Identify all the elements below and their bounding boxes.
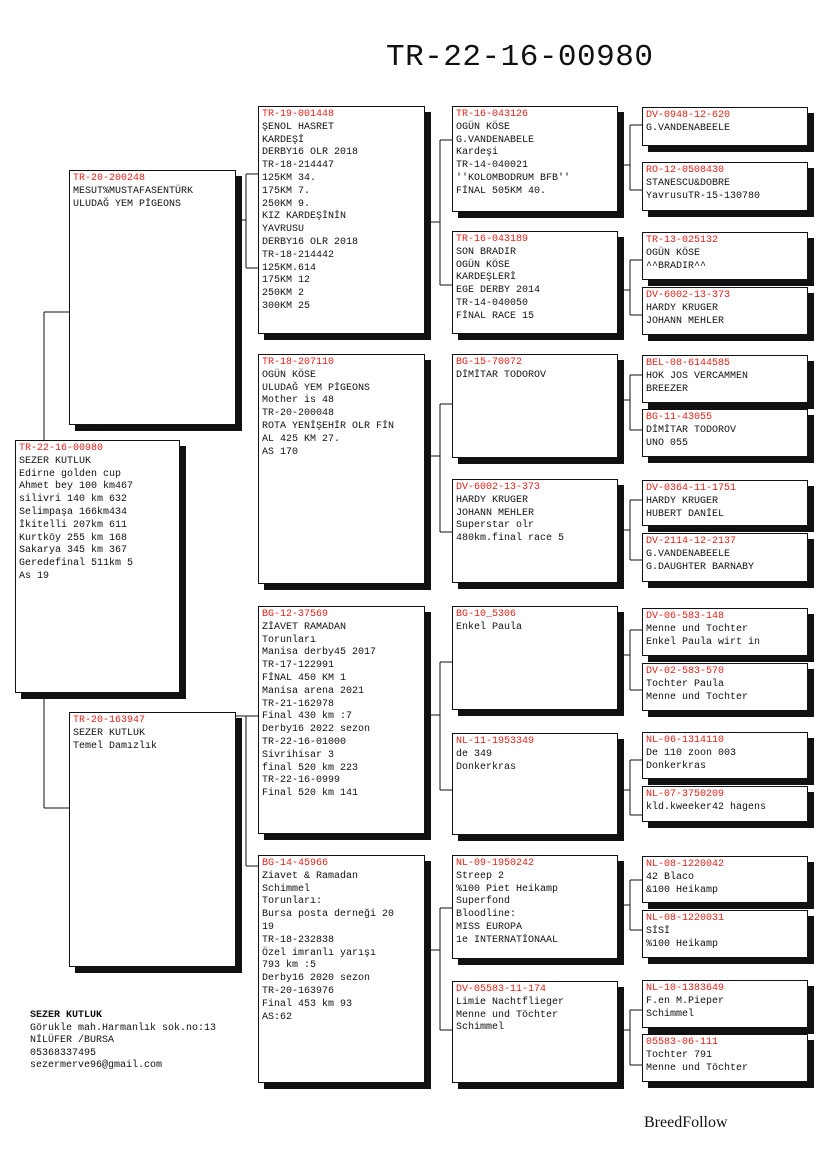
pigeon-card-granddam-dam[interactable]: [258, 855, 425, 1083]
ring-number: DV-02-583-570: [646, 666, 725, 677]
pigeon-card-gen5-4[interactable]: [642, 287, 808, 335]
pigeon-card-gen5-2[interactable]: [642, 162, 808, 211]
info-line: Final 520 km 141: [262, 788, 359, 800]
pigeon-card-gen4-8[interactable]: [452, 981, 618, 1083]
info-line: Ahmet bey 100 km467: [19, 481, 134, 493]
info-line: 125KM 34.: [262, 172, 317, 184]
ring-number: 05583-06-111: [646, 1037, 719, 1048]
info-line: kld.kweeker42 hagens: [646, 801, 767, 813]
info-line: Torunları: [262, 634, 317, 646]
info-line: %100 Heikamp: [646, 938, 719, 950]
info-line: Geredefinal 511km 5: [19, 558, 134, 570]
info-line: Streep 2: [456, 870, 505, 882]
pigeon-card-gen5-11[interactable]: [642, 732, 808, 779]
info-line: MESUT%MUSTAFASENTÜRK: [73, 185, 194, 197]
pigeon-card-gen4-4[interactable]: [452, 479, 618, 583]
info-line: ZİAVET RAMADAN: [262, 621, 347, 633]
info-line: &100 Heikamp: [646, 884, 719, 896]
owner-contact: [30, 1010, 216, 1073]
pigeon-card-sire[interactable]: [69, 170, 236, 425]
ring-number: DV-6002-13-373: [646, 290, 731, 301]
owner-email: sezermerve96@gmail.com: [30, 1060, 163, 1071]
ring-number: DV-06-583-148: [646, 611, 725, 622]
pigeon-card-gen4-6[interactable]: [452, 733, 618, 835]
ring-number: TR-16-043189: [456, 234, 529, 245]
info-line: G.VANDENABEELE: [646, 548, 731, 560]
info-line: ROTA YENİŞEHİR OLR FİN: [262, 420, 395, 432]
info-line: Edirne golden cup: [19, 468, 122, 480]
info-line: İkitelli 207km 611: [19, 519, 128, 531]
info-line: TR-21-162978: [262, 698, 335, 710]
owner-city: NİLÜFER /BURSA: [30, 1035, 115, 1046]
info-line: Final 430 km :7: [262, 711, 353, 723]
info-line: Manisa derby45 2017: [262, 647, 377, 659]
info-line: 1e INTERNATİONAAL: [456, 934, 559, 946]
pigeon-card-gen5-6[interactable]: [642, 409, 808, 457]
info-line: DERBY16 OLR 2018: [262, 236, 359, 248]
ring-number: DV-05583-11-174: [456, 984, 547, 995]
info-line: ULUDAĞ YEM PİGEONS: [73, 198, 182, 210]
info-line: DİMİTAR TODOROV: [646, 424, 737, 436]
ring-number: NL-11-1953349: [456, 736, 535, 747]
info-line: FİNAL 505KM 40.: [456, 185, 547, 197]
pigeon-card-gen4-2[interactable]: [452, 231, 618, 334]
info-line: HARDY KRUGER: [456, 494, 529, 506]
pigeon-card-gen5-8[interactable]: [642, 533, 808, 582]
info-line: HARDY KRUGER: [646, 302, 719, 314]
pigeon-card-gen5-3[interactable]: [642, 232, 808, 280]
pigeon-card-gen5-10[interactable]: [642, 663, 808, 711]
info-line: ''KOLOMBODRUM BFB'': [456, 172, 571, 184]
info-line: Donkerkras: [646, 760, 707, 772]
ring-number: BG-11-43055: [646, 412, 713, 423]
info-line: G.DAUGHTER BARNABY: [646, 561, 755, 573]
info-line: Schimmel: [646, 1008, 695, 1020]
info-line: DERBY16 OLR 2018: [262, 147, 359, 159]
ring-number: RO-12-0508430: [646, 165, 725, 176]
info-line: 793 km :5: [262, 960, 317, 972]
info-line: JOHANN MEHLER: [646, 315, 725, 327]
brand-logo-text: BreedFollow: [644, 1114, 728, 1131]
info-line: Menne und Töchter: [646, 1062, 749, 1074]
info-line: AL 425 KM 27.: [262, 433, 341, 445]
ring-number: BG-15-70072: [456, 357, 523, 368]
info-line: Menne und Tochter: [646, 691, 749, 703]
info-line: Temel Damızlık: [73, 740, 158, 752]
info-line: Schimmel: [456, 1022, 505, 1034]
info-line: Donkerkras: [456, 761, 517, 773]
ring-number: BEL-08-6144585: [646, 358, 731, 369]
info-line: Superstar olr: [456, 520, 535, 532]
info-line: %100 Piet Heikamp: [456, 883, 559, 895]
info-line: TR-18-214442: [262, 249, 335, 261]
info-line: G.VANDENABELE: [456, 134, 535, 146]
info-line: BREEZER: [646, 383, 689, 395]
ring-number: NL-09-1950242: [456, 858, 535, 869]
info-line: Tochter Paula: [646, 678, 725, 690]
pigeon-card-gen4-5[interactable]: [452, 606, 618, 710]
info-line: HOK JOS VERCAMMEN: [646, 370, 749, 382]
info-line: Tochter 791: [646, 1049, 713, 1061]
info-line: JOHANN MEHLER: [456, 507, 535, 519]
pigeon-card-gen5-13[interactable]: [642, 856, 808, 903]
ring-number: TR-20-200248: [73, 173, 146, 184]
info-line: Enkel Paula wirt in: [646, 636, 761, 648]
info-line: KIZ KARDEŞİNİN: [262, 211, 347, 223]
info-line: SİSİ: [646, 925, 671, 937]
info-line: TR-17-122991: [262, 660, 335, 672]
info-line: ^^BRADIR^^: [646, 260, 707, 272]
info-line: Kurtköy 255 km 168: [19, 532, 128, 544]
ring-number: DV-2114-12-2137: [646, 536, 737, 547]
info-line: TR-22-16-0999: [262, 775, 341, 787]
info-line: Özel imranlı yarışı: [262, 947, 377, 959]
info-line: Derby16 2020 sezon: [262, 973, 371, 985]
info-line: SEZER KUTLUK: [19, 455, 92, 467]
info-line: FİNAL 450 KM 1: [262, 672, 347, 684]
ring-number: BG-14-45966: [262, 858, 329, 869]
ring-number: DV-0364-11-1751: [646, 483, 737, 494]
ring-number: DV-6002-13-373: [456, 482, 541, 493]
info-line: De 110 zoon 003: [646, 747, 737, 759]
info-line: TR-18-232838: [262, 934, 335, 946]
info-line: Limie Nachtflieger: [456, 996, 565, 1008]
pigeon-card-gen5-12[interactable]: [642, 786, 808, 822]
info-line: 175KM 7.: [262, 185, 311, 197]
info-line: OGÜN KÖSE: [262, 369, 317, 381]
pigeon-card-gen5-7[interactable]: [642, 480, 808, 526]
info-line: Ziavet & Ramadan: [262, 870, 359, 882]
ring-number: DV-0948-12-620: [646, 110, 731, 121]
info-line: 42 Blaco: [646, 871, 695, 883]
pigeon-card-gen5-14[interactable]: [642, 910, 808, 958]
info-line: 125KM.614: [262, 262, 317, 274]
info-line: Sakarya 345 km 367: [19, 545, 128, 557]
pigeon-card-gen5-1[interactable]: [642, 107, 808, 146]
info-line: Sivrihisar 3: [262, 749, 335, 761]
info-line: MISS EUROPA: [456, 921, 523, 933]
info-line: TR-22-16-01000: [262, 736, 347, 748]
owner-phone: 05368337495: [30, 1047, 97, 1059]
pedigree-title: TR-22-16-00980: [386, 40, 654, 75]
info-line: ULUDAĞ YEM PİGEONS: [262, 382, 371, 394]
info-line: 250KM 9.: [262, 198, 311, 210]
info-line: HARDY KRUGER: [646, 495, 719, 507]
info-line: KARDEŞLERİ: [456, 272, 517, 284]
info-line: Mother is 48: [262, 395, 335, 407]
pigeon-card-granddam-sire[interactable]: [258, 354, 425, 584]
ring-number: TR-18-207110: [262, 357, 335, 368]
info-line: Manisa arena 2021: [262, 685, 365, 697]
info-line: HUBERT DANİEL: [646, 508, 725, 520]
info-line: final 520 km 223: [262, 762, 359, 774]
info-line: TR-14-040021: [456, 160, 529, 172]
info-line: Final 453 km 93: [262, 998, 353, 1010]
info-line: TR-20-163976: [262, 985, 335, 997]
info-line: Bloodline:: [456, 909, 517, 921]
info-line: AS 170: [262, 446, 299, 458]
pigeon-card-gen5-15[interactable]: [642, 980, 808, 1028]
ring-number: NL-07-3750209: [646, 789, 725, 800]
info-line: Superfond: [456, 896, 511, 908]
ring-number: NL-08-1220031: [646, 913, 725, 924]
info-line: OGÜN KÖSE: [646, 247, 701, 259]
info-line: de 349: [456, 748, 493, 760]
info-line: TR-18-214447: [262, 160, 335, 172]
pigeon-card-gen5-9[interactable]: [642, 608, 808, 656]
info-line: F.en M.Pieper: [646, 995, 725, 1007]
info-line: 175KM 12: [262, 275, 311, 287]
ring-number: NL-08-1220042: [646, 859, 725, 870]
pigeon-card-gen4-1[interactable]: [452, 106, 618, 212]
info-line: DİMİTAR TODOROV: [456, 369, 547, 381]
info-line: SON BRADIR: [456, 246, 517, 258]
info-line: YAVRUSU: [262, 224, 305, 236]
ring-number: TR-20-163947: [73, 715, 146, 726]
ring-number: TR-19-001448: [262, 109, 335, 120]
info-line: silivri 140 km 632: [19, 494, 128, 506]
info-line: OGÜN KÖSE: [456, 259, 511, 271]
info-line: 250KM 2: [262, 288, 305, 300]
info-line: FİNAL RACE 15: [456, 310, 535, 322]
info-line: TR-20-200048: [262, 408, 335, 420]
info-line: Menne und Töchter: [456, 1009, 559, 1021]
info-line: Enkel Paula: [456, 621, 523, 633]
info-line: TR-14-040050: [456, 297, 529, 309]
ring-number: TR-22-16-00980: [19, 443, 104, 454]
info-line: EGE DERBY 2014: [456, 285, 541, 297]
info-line: YavrusuTR-15-130780: [646, 190, 761, 202]
info-line: ŞENOL HASRET: [262, 121, 335, 133]
info-line: Selimpaşa 166km434: [19, 506, 128, 518]
ring-number: TR-13-025132: [646, 235, 719, 246]
owner-address: Görukle mah.Harmanlık sok.no:13: [30, 1022, 217, 1034]
info-line: AS:62: [262, 1011, 293, 1023]
ring-number: BG-10_5306: [456, 609, 517, 620]
info-line: 480km.final race 5: [456, 533, 565, 545]
pigeon-card-dam[interactable]: [69, 712, 236, 967]
pigeon-card-gen4-3[interactable]: [452, 354, 618, 458]
pigeon-card-grandsire-dam[interactable]: [258, 606, 425, 834]
info-line: STANESCU&DOBRE: [646, 177, 731, 189]
info-line: SEZER KUTLUK: [73, 727, 146, 739]
pigeon-card-gen5-16[interactable]: [642, 1034, 808, 1082]
pigeon-card-gen5-5[interactable]: [642, 355, 808, 403]
pigeon-card-gen4-7[interactable]: [452, 855, 618, 959]
info-line: Bursa posta derneği 20: [262, 909, 395, 921]
info-line: UNO 055: [646, 437, 689, 449]
info-line: Kardeşi: [456, 147, 499, 159]
info-line: As 19: [19, 570, 50, 582]
info-line: 300KM 25: [262, 300, 311, 312]
ring-number: NL-10-1383649: [646, 983, 725, 994]
info-line: Menne und Tochter: [646, 623, 749, 635]
info-line: OGÜN KÖSE: [456, 121, 511, 133]
owner-name: SEZER KUTLUK: [30, 1010, 103, 1021]
info-line: 19: [262, 921, 275, 933]
info-line: Torunları:: [262, 896, 323, 908]
ring-number: TR-16-043126: [456, 109, 529, 120]
pigeon-card-grandsire-sire[interactable]: [258, 106, 425, 334]
info-line: G.VANDENABEELE: [646, 122, 731, 134]
ring-number: BG-12-37569: [262, 609, 329, 620]
pigeon-card-subject[interactable]: [15, 440, 180, 693]
info-line: KARDEŞİ: [262, 134, 305, 146]
ring-number: NL-06-1314110: [646, 735, 725, 746]
info-line: Derby16 2022 sezon: [262, 724, 371, 736]
info-line: Schimmel: [262, 883, 311, 895]
